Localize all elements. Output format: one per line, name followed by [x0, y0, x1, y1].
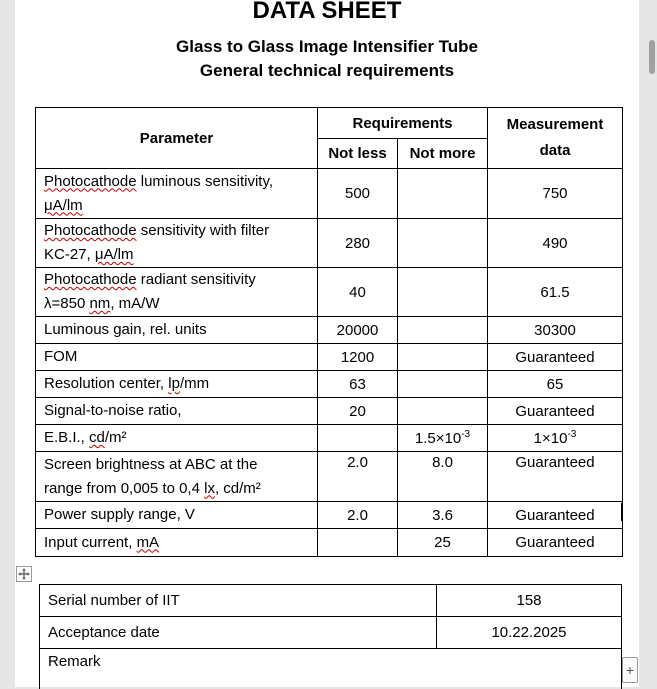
- table-move-handle[interactable]: [16, 566, 32, 582]
- not-less-cell: 2.0: [318, 452, 398, 502]
- not-less-cell: 40: [318, 268, 398, 317]
- table-row: [36, 425, 623, 452]
- not-less-cell: 20: [318, 398, 398, 425]
- not-less-cell: 63: [318, 371, 398, 398]
- measured-cell: 30300: [488, 317, 623, 344]
- measured-cell: 490: [488, 219, 623, 268]
- document-subtitle-1: Glass to Glass Image Intensifier Tube: [15, 36, 639, 58]
- table-row: [36, 268, 623, 317]
- table-row: [36, 344, 623, 371]
- remark-cell: Remark: [40, 649, 622, 689]
- measured-cell: Guaranteed: [488, 452, 623, 502]
- parameter-cell: Power supply range, V: [36, 502, 318, 529]
- parameter-cell: Photocathode luminous sensitivity, μA/lm: [36, 169, 318, 219]
- table-row: [36, 371, 623, 398]
- not-more-cell: [398, 317, 488, 344]
- not-more-cell: $1.5\times 10^{-3}$: [398, 425, 488, 452]
- measured-cell: Guaranteed: [488, 398, 623, 425]
- header-not-less: Not less: [318, 139, 398, 169]
- table-row: [36, 219, 623, 268]
- not-less-cell: 280: [318, 219, 398, 268]
- not-more-cell: [398, 344, 488, 371]
- parameter-cell: E.B.I., cd/m²: [36, 425, 318, 452]
- measured-cell: Guaranteed: [488, 502, 623, 529]
- not-more-cell: 25: [398, 529, 488, 557]
- move-icon: [18, 568, 30, 580]
- acceptance-date-value: 10.22.2025: [437, 617, 622, 649]
- plus-icon: +: [626, 662, 634, 678]
- not-less-cell: [318, 529, 398, 557]
- measured-cell: Guaranteed: [488, 529, 623, 557]
- acceptance-table: [39, 584, 622, 689]
- not-more-cell: [398, 268, 488, 317]
- header-requirements: Requirements: [318, 108, 488, 139]
- serial-number-label: Serial number of IIT: [40, 585, 437, 617]
- measured-cell: Guaranteed: [488, 344, 623, 371]
- measured-cell: $1\times 10^{-3}$: [488, 425, 623, 452]
- document-subtitle-2: General technical requirements: [15, 60, 639, 82]
- parameter-cell: Photocathode radiant sensitivity λ=850 nm, mA/W: [36, 268, 318, 317]
- parameter-cell: Photocathode sensitivity with filter KC-27, μA/lm: [36, 219, 318, 268]
- header-measurement-data: Measurement data: [488, 108, 623, 169]
- add-row-button[interactable]: [622, 657, 638, 683]
- not-less-cell: 2.0: [318, 502, 398, 529]
- document-title: DATA SHEET: [15, 0, 639, 25]
- table-row: [36, 452, 623, 502]
- text-cursor: [621, 503, 623, 521]
- scrollbar-thumb[interactable]: [649, 40, 655, 74]
- table-row: [36, 169, 623, 219]
- table-row: [36, 502, 623, 529]
- measured-cell: 61.5: [488, 268, 623, 317]
- table-row: [36, 317, 623, 344]
- parameter-cell: Screen brightness at ABC at the range from 0,005 to 0,4 lx, cd/m²: [36, 452, 318, 502]
- serial-number-value: 158: [437, 585, 622, 617]
- requirements-table: [35, 107, 623, 557]
- not-more-cell: 3.6: [398, 502, 488, 529]
- table-row: [36, 529, 623, 557]
- header-parameter: Parameter: [36, 108, 318, 169]
- parameter-cell: FOM: [36, 344, 318, 371]
- parameter-cell: Luminous gain, rel. units: [36, 317, 318, 344]
- not-more-cell: [398, 398, 488, 425]
- vertical-scrollbar[interactable]: [649, 0, 657, 687]
- parameter-cell: Input current, mA: [36, 529, 318, 557]
- not-more-cell: 8.0: [398, 452, 488, 502]
- not-more-cell: [398, 219, 488, 268]
- measured-cell: 65: [488, 371, 623, 398]
- not-less-cell: [318, 425, 398, 452]
- table-row: [36, 398, 623, 425]
- parameter-cell: Signal-to-noise ratio,: [36, 398, 318, 425]
- not-more-cell: [398, 371, 488, 398]
- not-less-cell: 500: [318, 169, 398, 219]
- not-less-cell: 1200: [318, 344, 398, 371]
- measured-cell: 750: [488, 169, 623, 219]
- document-page: [15, 0, 639, 687]
- acceptance-date-label: Acceptance date: [40, 617, 437, 649]
- not-more-cell: [398, 169, 488, 219]
- header-not-more: Not more: [398, 139, 488, 169]
- parameter-cell: Resolution center, lp/mm: [36, 371, 318, 398]
- not-less-cell: 20000: [318, 317, 398, 344]
